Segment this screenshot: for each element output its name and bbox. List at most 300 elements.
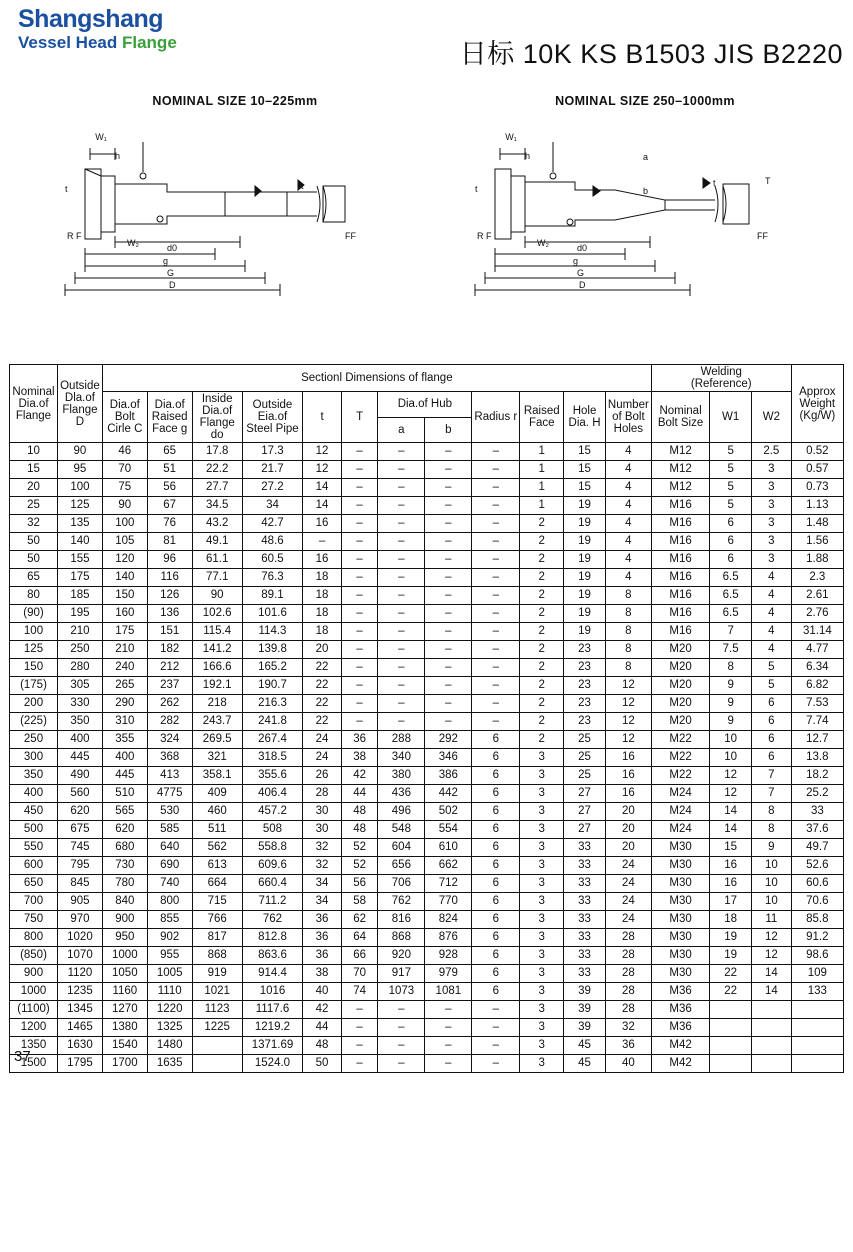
table-cell: 2: [520, 623, 564, 641]
table-cell: 740: [147, 875, 192, 893]
table-cell: 3: [520, 785, 564, 803]
table-cell: 1270: [102, 1001, 147, 1019]
label-D: D: [169, 280, 176, 290]
table-cell: 7: [752, 785, 792, 803]
table-cell: –: [425, 515, 472, 533]
table-cell: (1100): [10, 1001, 58, 1019]
table-cell: 262: [147, 695, 192, 713]
table-cell: 6.34: [791, 659, 843, 677]
table-cell: 32: [303, 857, 342, 875]
table-cell: 3: [520, 929, 564, 947]
table-cell: 490: [58, 767, 103, 785]
table-cell: 1225: [192, 1019, 242, 1037]
table-cell: 12: [752, 947, 792, 965]
table-cell: 6: [472, 749, 520, 767]
table-cell: 23: [564, 713, 606, 731]
table-cell: 125: [10, 641, 58, 659]
table-cell: –: [472, 497, 520, 515]
table-cell: 560: [58, 785, 103, 803]
table-cell: 406.4: [242, 785, 303, 803]
table-cell: –: [472, 533, 520, 551]
table-cell: 38: [341, 749, 378, 767]
table-cell: 380: [378, 767, 425, 785]
table-cell: M20: [651, 659, 709, 677]
table-cell: 4: [752, 569, 792, 587]
table-cell: –: [378, 677, 425, 695]
table-cell: 955: [147, 947, 192, 965]
table-cell: 4: [605, 569, 651, 587]
table-cell: 40: [303, 983, 342, 1001]
table-cell: 6: [472, 947, 520, 965]
table-cell: 3: [520, 857, 564, 875]
table-cell: 74: [341, 983, 378, 1001]
table-cell: 409: [192, 785, 242, 803]
table-cell: 2: [520, 713, 564, 731]
table-cell: 50: [10, 551, 58, 569]
table-cell: 19: [564, 533, 606, 551]
table-cell: 1220: [147, 1001, 192, 1019]
table-cell: 1500: [10, 1055, 58, 1073]
table-cell: –: [425, 533, 472, 551]
table-cell: M12: [651, 479, 709, 497]
table-cell: 840: [102, 893, 147, 911]
table-cell: 65: [147, 443, 192, 461]
table-cell: 8: [605, 587, 651, 605]
table-cell: 305: [58, 677, 103, 695]
table-cell: –: [341, 533, 378, 551]
table-row: [10, 1055, 844, 1073]
table-cell: [710, 1001, 752, 1019]
table-cell: [192, 1037, 242, 1055]
table-cell: M30: [651, 911, 709, 929]
brand-tagline-part2: Flange: [121, 33, 177, 52]
table-cell: 662: [425, 857, 472, 875]
table-cell: 52: [341, 839, 378, 857]
table-cell: 324: [147, 731, 192, 749]
col-hub-b: b: [425, 417, 472, 443]
label-g: g: [163, 256, 169, 266]
table-cell: 14: [303, 479, 342, 497]
table-cell: 48: [303, 1037, 342, 1055]
table-cell: 4: [605, 533, 651, 551]
table-cell: –: [378, 1019, 425, 1037]
table-cell: 900: [10, 965, 58, 983]
table-cell: 8: [752, 821, 792, 839]
table-row: [10, 929, 844, 947]
table-cell: –: [425, 443, 472, 461]
table-cell: –: [341, 461, 378, 479]
table-row: [10, 911, 844, 929]
table-cell: 3: [520, 767, 564, 785]
table-cell: 340: [378, 749, 425, 767]
table-cell: 16: [303, 515, 342, 533]
col-T: T: [341, 392, 378, 443]
table-row: [10, 533, 844, 551]
table-cell: 26: [303, 767, 342, 785]
table-cell: 8: [605, 605, 651, 623]
table-cell: 6: [472, 857, 520, 875]
table-cell: M24: [651, 803, 709, 821]
table-cell: M42: [651, 1037, 709, 1055]
table-cell: 800: [10, 929, 58, 947]
table-row: [10, 767, 844, 785]
label-t-right-large: t: [713, 178, 716, 188]
brand-logo: [18, 6, 218, 52]
table-cell: 32: [303, 839, 342, 857]
col-number-bolt-holes: Number of Bolt Holes: [605, 392, 651, 443]
table-cell: 3: [520, 893, 564, 911]
table-cell: 350: [58, 713, 103, 731]
table-cell: 1524.0: [242, 1055, 303, 1073]
table-cell: 700: [10, 893, 58, 911]
table-cell: 604: [378, 839, 425, 857]
table-cell: 9: [710, 677, 752, 695]
table-cell: 2: [520, 605, 564, 623]
label-d0-large: d0: [577, 243, 588, 253]
table-cell: 288: [378, 731, 425, 749]
table-cell: M20: [651, 677, 709, 695]
table-cell: 1081: [425, 983, 472, 1001]
table-cell: M16: [651, 533, 709, 551]
table-cell: 1635: [147, 1055, 192, 1073]
table-cell: –: [378, 461, 425, 479]
table-cell: 37.6: [791, 821, 843, 839]
table-cell: M16: [651, 569, 709, 587]
col-inside-dia-do: Inside Dia.of Flange do: [192, 392, 242, 443]
table-cell: 14: [303, 497, 342, 515]
label-G: G: [167, 268, 175, 278]
table-cell: 17.3: [242, 443, 303, 461]
table-cell: 125: [58, 497, 103, 515]
table-cell: 6: [472, 875, 520, 893]
table-cell: 868: [378, 929, 425, 947]
table-row: [10, 893, 844, 911]
table-cell: 70.6: [791, 893, 843, 911]
table-cell: 350: [10, 767, 58, 785]
table-cell: 711.2: [242, 893, 303, 911]
table-cell: 66: [341, 947, 378, 965]
table-cell: 502: [425, 803, 472, 821]
table-cell: [752, 1037, 792, 1055]
table-cell: 3: [752, 461, 792, 479]
table-cell: 25: [10, 497, 58, 515]
table-header-row-2: [10, 392, 844, 418]
table-cell: 5: [710, 461, 752, 479]
table-cell: 8: [605, 641, 651, 659]
table-cell: M20: [651, 713, 709, 731]
table-cell: 1380: [102, 1019, 147, 1037]
table-cell: –: [303, 533, 342, 551]
table-cell: M20: [651, 641, 709, 659]
table-cell: 1345: [58, 1001, 103, 1019]
label-h: h: [115, 151, 121, 161]
table-cell: –: [472, 1055, 520, 1073]
table-cell: 20: [10, 479, 58, 497]
table-cell: 27: [564, 785, 606, 803]
table-cell: –: [378, 515, 425, 533]
table-cell: –: [472, 443, 520, 461]
table-cell: 1480: [147, 1037, 192, 1055]
table-cell: 19: [564, 551, 606, 569]
table-cell: 280: [58, 659, 103, 677]
table-cell: 6: [472, 839, 520, 857]
table-cell: 920: [378, 947, 425, 965]
table-cell: 0.52: [791, 443, 843, 461]
table-cell: 762: [242, 911, 303, 929]
table-cell: –: [378, 497, 425, 515]
table-cell: 36: [303, 911, 342, 929]
table-cell: 730: [102, 857, 147, 875]
table-cell: 2: [520, 659, 564, 677]
table-cell: 24: [605, 875, 651, 893]
table-cell: [752, 1001, 792, 1019]
table-cell: 12: [710, 767, 752, 785]
table-cell: 6: [472, 821, 520, 839]
table-cell: 150: [102, 587, 147, 605]
table-body: [10, 443, 844, 1073]
table-cell: 6: [472, 731, 520, 749]
table-cell: 442: [425, 785, 472, 803]
table-cell: 1021: [192, 983, 242, 1001]
table-cell: 14: [710, 821, 752, 839]
table-cell: 18: [303, 569, 342, 587]
table-cell: 620: [102, 821, 147, 839]
table-cell: 14: [752, 983, 792, 1001]
table-cell: –: [425, 1001, 472, 1019]
table-cell: 10: [752, 857, 792, 875]
table-cell: 750: [10, 911, 58, 929]
table-cell: 192.1: [192, 677, 242, 695]
table-cell: 321: [192, 749, 242, 767]
group-welding: [651, 365, 791, 392]
table-cell: 457.2: [242, 803, 303, 821]
table-cell: M16: [651, 515, 709, 533]
table-cell: 19: [710, 947, 752, 965]
table-cell: –: [425, 587, 472, 605]
label-T: T: [765, 176, 771, 186]
table-cell: 20: [605, 839, 651, 857]
table-cell: 1117.6: [242, 1001, 303, 1019]
table-cell: –: [472, 569, 520, 587]
table-cell: 42: [341, 767, 378, 785]
table-row: [10, 695, 844, 713]
table-cell: 17: [710, 893, 752, 911]
table-cell: 34: [303, 893, 342, 911]
label-g-large: g: [573, 256, 579, 266]
table-cell: –: [341, 677, 378, 695]
table-cell: –: [378, 479, 425, 497]
table-cell: 4: [605, 443, 651, 461]
table-cell: 7.53: [791, 695, 843, 713]
label-ff: FF: [345, 231, 356, 241]
table-cell: –: [341, 1055, 378, 1073]
table-cell: 548: [378, 821, 425, 839]
table-cell: 817: [192, 929, 242, 947]
table-cell: M30: [651, 965, 709, 983]
table-cell: 9: [710, 713, 752, 731]
table-row: [10, 1037, 844, 1055]
table-cell: 52.6: [791, 857, 843, 875]
table-row: [10, 1019, 844, 1037]
table-cell: 1120: [58, 965, 103, 983]
table-cell: 133: [791, 983, 843, 1001]
table-cell: 6: [710, 515, 752, 533]
table-cell: 585: [147, 821, 192, 839]
table-cell: 165.2: [242, 659, 303, 677]
table-cell: –: [341, 1037, 378, 1055]
table-cell: –: [378, 1037, 425, 1055]
table-cell: 558.8: [242, 839, 303, 857]
table-cell: 10: [710, 749, 752, 767]
table-cell: 800: [147, 893, 192, 911]
table-cell: 1795: [58, 1055, 103, 1073]
table-cell: –: [425, 641, 472, 659]
col-w1: W1: [710, 392, 752, 443]
table-cell: 3: [520, 947, 564, 965]
table-cell: 355.6: [242, 767, 303, 785]
table-cell: 33: [564, 911, 606, 929]
col-nominal-bolt-size: Nominal Bolt Size: [651, 392, 709, 443]
table-cell: 39: [564, 1019, 606, 1037]
table-cell: 565: [102, 803, 147, 821]
label-d0: d0: [167, 243, 178, 253]
table-cell: 3: [752, 551, 792, 569]
table-cell: 6: [710, 551, 752, 569]
table-row: [10, 497, 844, 515]
table-cell: 1540: [102, 1037, 147, 1055]
table-cell: 7.74: [791, 713, 843, 731]
table-cell: 43.2: [192, 515, 242, 533]
table-cell: 1.13: [791, 497, 843, 515]
table-cell: 355: [102, 731, 147, 749]
table-cell: –: [341, 587, 378, 605]
table-cell: 20: [605, 821, 651, 839]
label-a: a: [643, 152, 649, 162]
table-cell: –: [341, 623, 378, 641]
table-cell: 27.2: [242, 479, 303, 497]
table-cell: 22: [303, 659, 342, 677]
table-cell: 18.2: [791, 767, 843, 785]
table-row: [10, 443, 844, 461]
table-cell: [710, 1037, 752, 1055]
table-cell: 62: [341, 911, 378, 929]
table-cell: 5: [752, 659, 792, 677]
table-cell: 1123: [192, 1001, 242, 1019]
table-cell: 1371.69: [242, 1037, 303, 1055]
table-cell: (850): [10, 947, 58, 965]
table-cell: 126: [147, 587, 192, 605]
table-cell: 2.3: [791, 569, 843, 587]
table-cell: 42.7: [242, 515, 303, 533]
table-cell: 2: [520, 641, 564, 659]
table-cell: M22: [651, 731, 709, 749]
table-cell: –: [472, 1037, 520, 1055]
table-cell: 10: [752, 893, 792, 911]
table-cell: 23: [564, 677, 606, 695]
table-cell: 19: [564, 623, 606, 641]
table-cell: –: [425, 605, 472, 623]
table-cell: 400: [102, 749, 147, 767]
table-cell: 554: [425, 821, 472, 839]
table-cell: 12: [303, 461, 342, 479]
table-cell: 3: [520, 875, 564, 893]
table-cell: 346: [425, 749, 472, 767]
table-cell: 4: [605, 551, 651, 569]
table-cell: [710, 1019, 752, 1037]
col-t: t: [303, 392, 342, 443]
table-cell: 27: [564, 821, 606, 839]
table-cell: 562: [192, 839, 242, 857]
table-cell: –: [341, 551, 378, 569]
col-dia-of-hub: Dia.of Hub: [378, 392, 472, 418]
table-cell: –: [472, 695, 520, 713]
brand-tagline-part1: Vessel Head: [18, 33, 118, 52]
table-cell: 34: [242, 497, 303, 515]
table-cell: 28: [605, 983, 651, 1001]
table-cell: 766: [192, 911, 242, 929]
table-cell: 237: [147, 677, 192, 695]
table-cell: 511: [192, 821, 242, 839]
table-cell: 1020: [58, 929, 103, 947]
table-cell: 212: [147, 659, 192, 677]
table-cell: 6.82: [791, 677, 843, 695]
table-cell: 16: [710, 875, 752, 893]
label-w1-large: W₁: [505, 132, 517, 142]
table-cell: 0.73: [791, 479, 843, 497]
table-row: [10, 965, 844, 983]
table-cell: –: [425, 479, 472, 497]
table-cell: M30: [651, 947, 709, 965]
table-cell: 16: [303, 551, 342, 569]
table-cell: 4: [752, 605, 792, 623]
col-nominal-dia: Nominal Dia.of Flange: [10, 365, 58, 443]
table-cell: M16: [651, 587, 709, 605]
table-cell: –: [378, 623, 425, 641]
table-cell: 8: [710, 659, 752, 677]
table-cell: 27: [564, 803, 606, 821]
table-cell: 690: [147, 857, 192, 875]
col-hub-a: a: [378, 417, 425, 443]
table-cell: 3: [520, 911, 564, 929]
table-cell: –: [378, 713, 425, 731]
table-cell: 1050: [102, 965, 147, 983]
table-cell: –: [341, 641, 378, 659]
table-cell: 318.5: [242, 749, 303, 767]
table-cell: 140: [58, 533, 103, 551]
label-t-left: t: [65, 184, 68, 194]
table-cell: 175: [58, 569, 103, 587]
table-cell: 96: [147, 551, 192, 569]
table-cell: 56: [341, 875, 378, 893]
table-cell: 139.8: [242, 641, 303, 659]
table-cell: 135: [58, 515, 103, 533]
table-cell: –: [378, 587, 425, 605]
table-cell: [192, 1055, 242, 1073]
table-cell: 1700: [102, 1055, 147, 1073]
table-cell: 6: [752, 695, 792, 713]
table-cell: 36: [605, 1037, 651, 1055]
table-cell: 10: [710, 731, 752, 749]
table-cell: 19: [564, 569, 606, 587]
table-cell: 10: [10, 443, 58, 461]
table-cell: 250: [10, 731, 58, 749]
table-cell: –: [472, 587, 520, 605]
table-cell: 19: [710, 929, 752, 947]
table-cell: M36: [651, 983, 709, 1001]
drawing-large-svg: [465, 114, 825, 304]
table-cell: 6: [752, 713, 792, 731]
table-cell: 116: [147, 569, 192, 587]
